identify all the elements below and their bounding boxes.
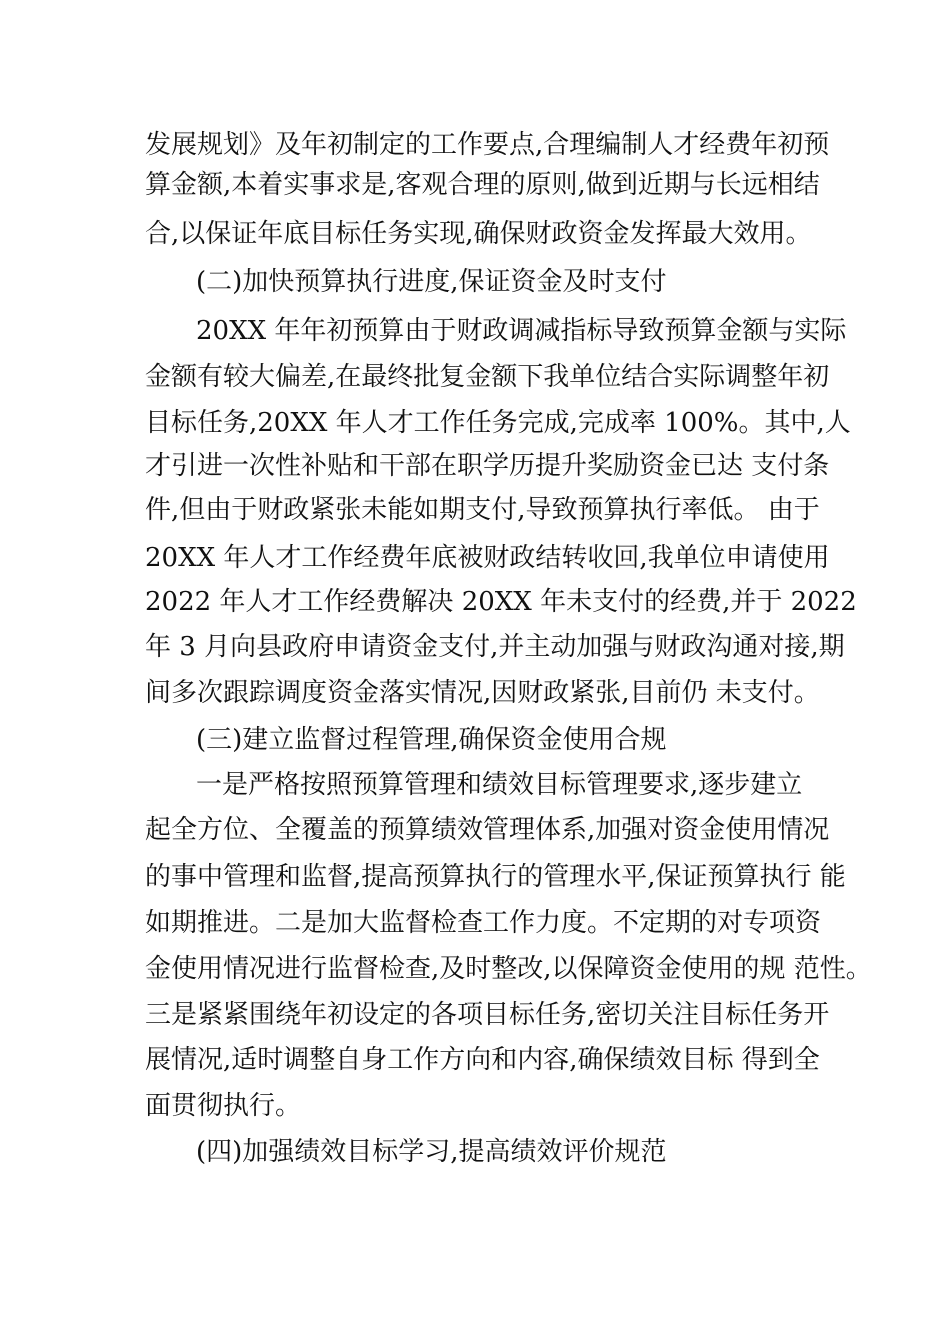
section-heading: (四)加强绩效目标学习,提高绩效评价规范 bbox=[196, 1137, 667, 1167]
paragraph-line: 合,以保证年底目标任务实现,确保财政资金发挥最大效用。 bbox=[145, 219, 812, 249]
paragraph-line: 金额有较大偏差,在最终批复金额下我单位结合实际调整年初 bbox=[145, 362, 830, 392]
paragraph-line: 发展规划》及年初制定的工作要点,合理编制人才经费年初预 bbox=[145, 130, 830, 160]
paragraph-line: 件,但由于财政紧张未能如期支付,导致预算执行率低。 由于 bbox=[145, 495, 820, 525]
paragraph-line: 展情况,适时调整自身工作方向和内容,确保绩效目标 得到全 bbox=[145, 1045, 820, 1075]
paragraph-line: 如期推进。二是加大监督检查工作力度。不定期的对专项资 bbox=[145, 908, 822, 938]
paragraph-line: 间多次跟踪调度资金落实情况,因财政紧张,目前仍 未支付。 bbox=[145, 678, 820, 708]
paragraph-line: 年 3 月向县政府申请资金支付,并主动加强与财政沟通对接,期 bbox=[145, 632, 845, 662]
paragraph-line: 算金额,本着实事求是,客观合理的原则,做到近期与长远相结 bbox=[145, 170, 820, 200]
section-heading: (三)建立监督过程管理,确保资金使用合规 bbox=[196, 725, 667, 755]
paragraph-line: 的事中管理和监督,提高预算执行的管理水平,保证预算执行 能 bbox=[145, 862, 846, 892]
paragraph-line: 20XX 年年初预算由于财政调减指标导致预算金额与实际 bbox=[196, 316, 847, 346]
paragraph-line: 面贯彻执行。 bbox=[145, 1091, 302, 1121]
paragraph-line: 三是紧紧围绕年初设定的各项目标任务,密切关注目标任务开 bbox=[145, 1000, 830, 1030]
paragraph-line: 2022 年人才工作经费解决 20XX 年未支付的经费,并于 2022 bbox=[145, 587, 857, 617]
paragraph-line: 目标任务,20XX 年人才工作任务完成,完成率 100%。其中,人 bbox=[145, 408, 851, 438]
paragraph-line: 金使用情况进行监督检查,及时整改,以保障资金使用的规 范性。 bbox=[145, 954, 872, 984]
paragraph-line: 20XX 年人才工作经费年底被财政结转收回,我单位申请使用 bbox=[145, 543, 830, 573]
section-heading: (二)加快预算执行进度,保证资金及时支付 bbox=[196, 267, 667, 297]
paragraph-line: 起全方位、全覆盖的预算绩效管理体系,加强对资金使用情况 bbox=[145, 815, 830, 845]
paragraph-line: 一是严格按照预算管理和绩效目标管理要求,逐步建立 bbox=[196, 770, 803, 800]
paragraph-line: 才引进一次性补贴和干部在职学历提升奖励资金已达 支付条 bbox=[145, 451, 830, 481]
